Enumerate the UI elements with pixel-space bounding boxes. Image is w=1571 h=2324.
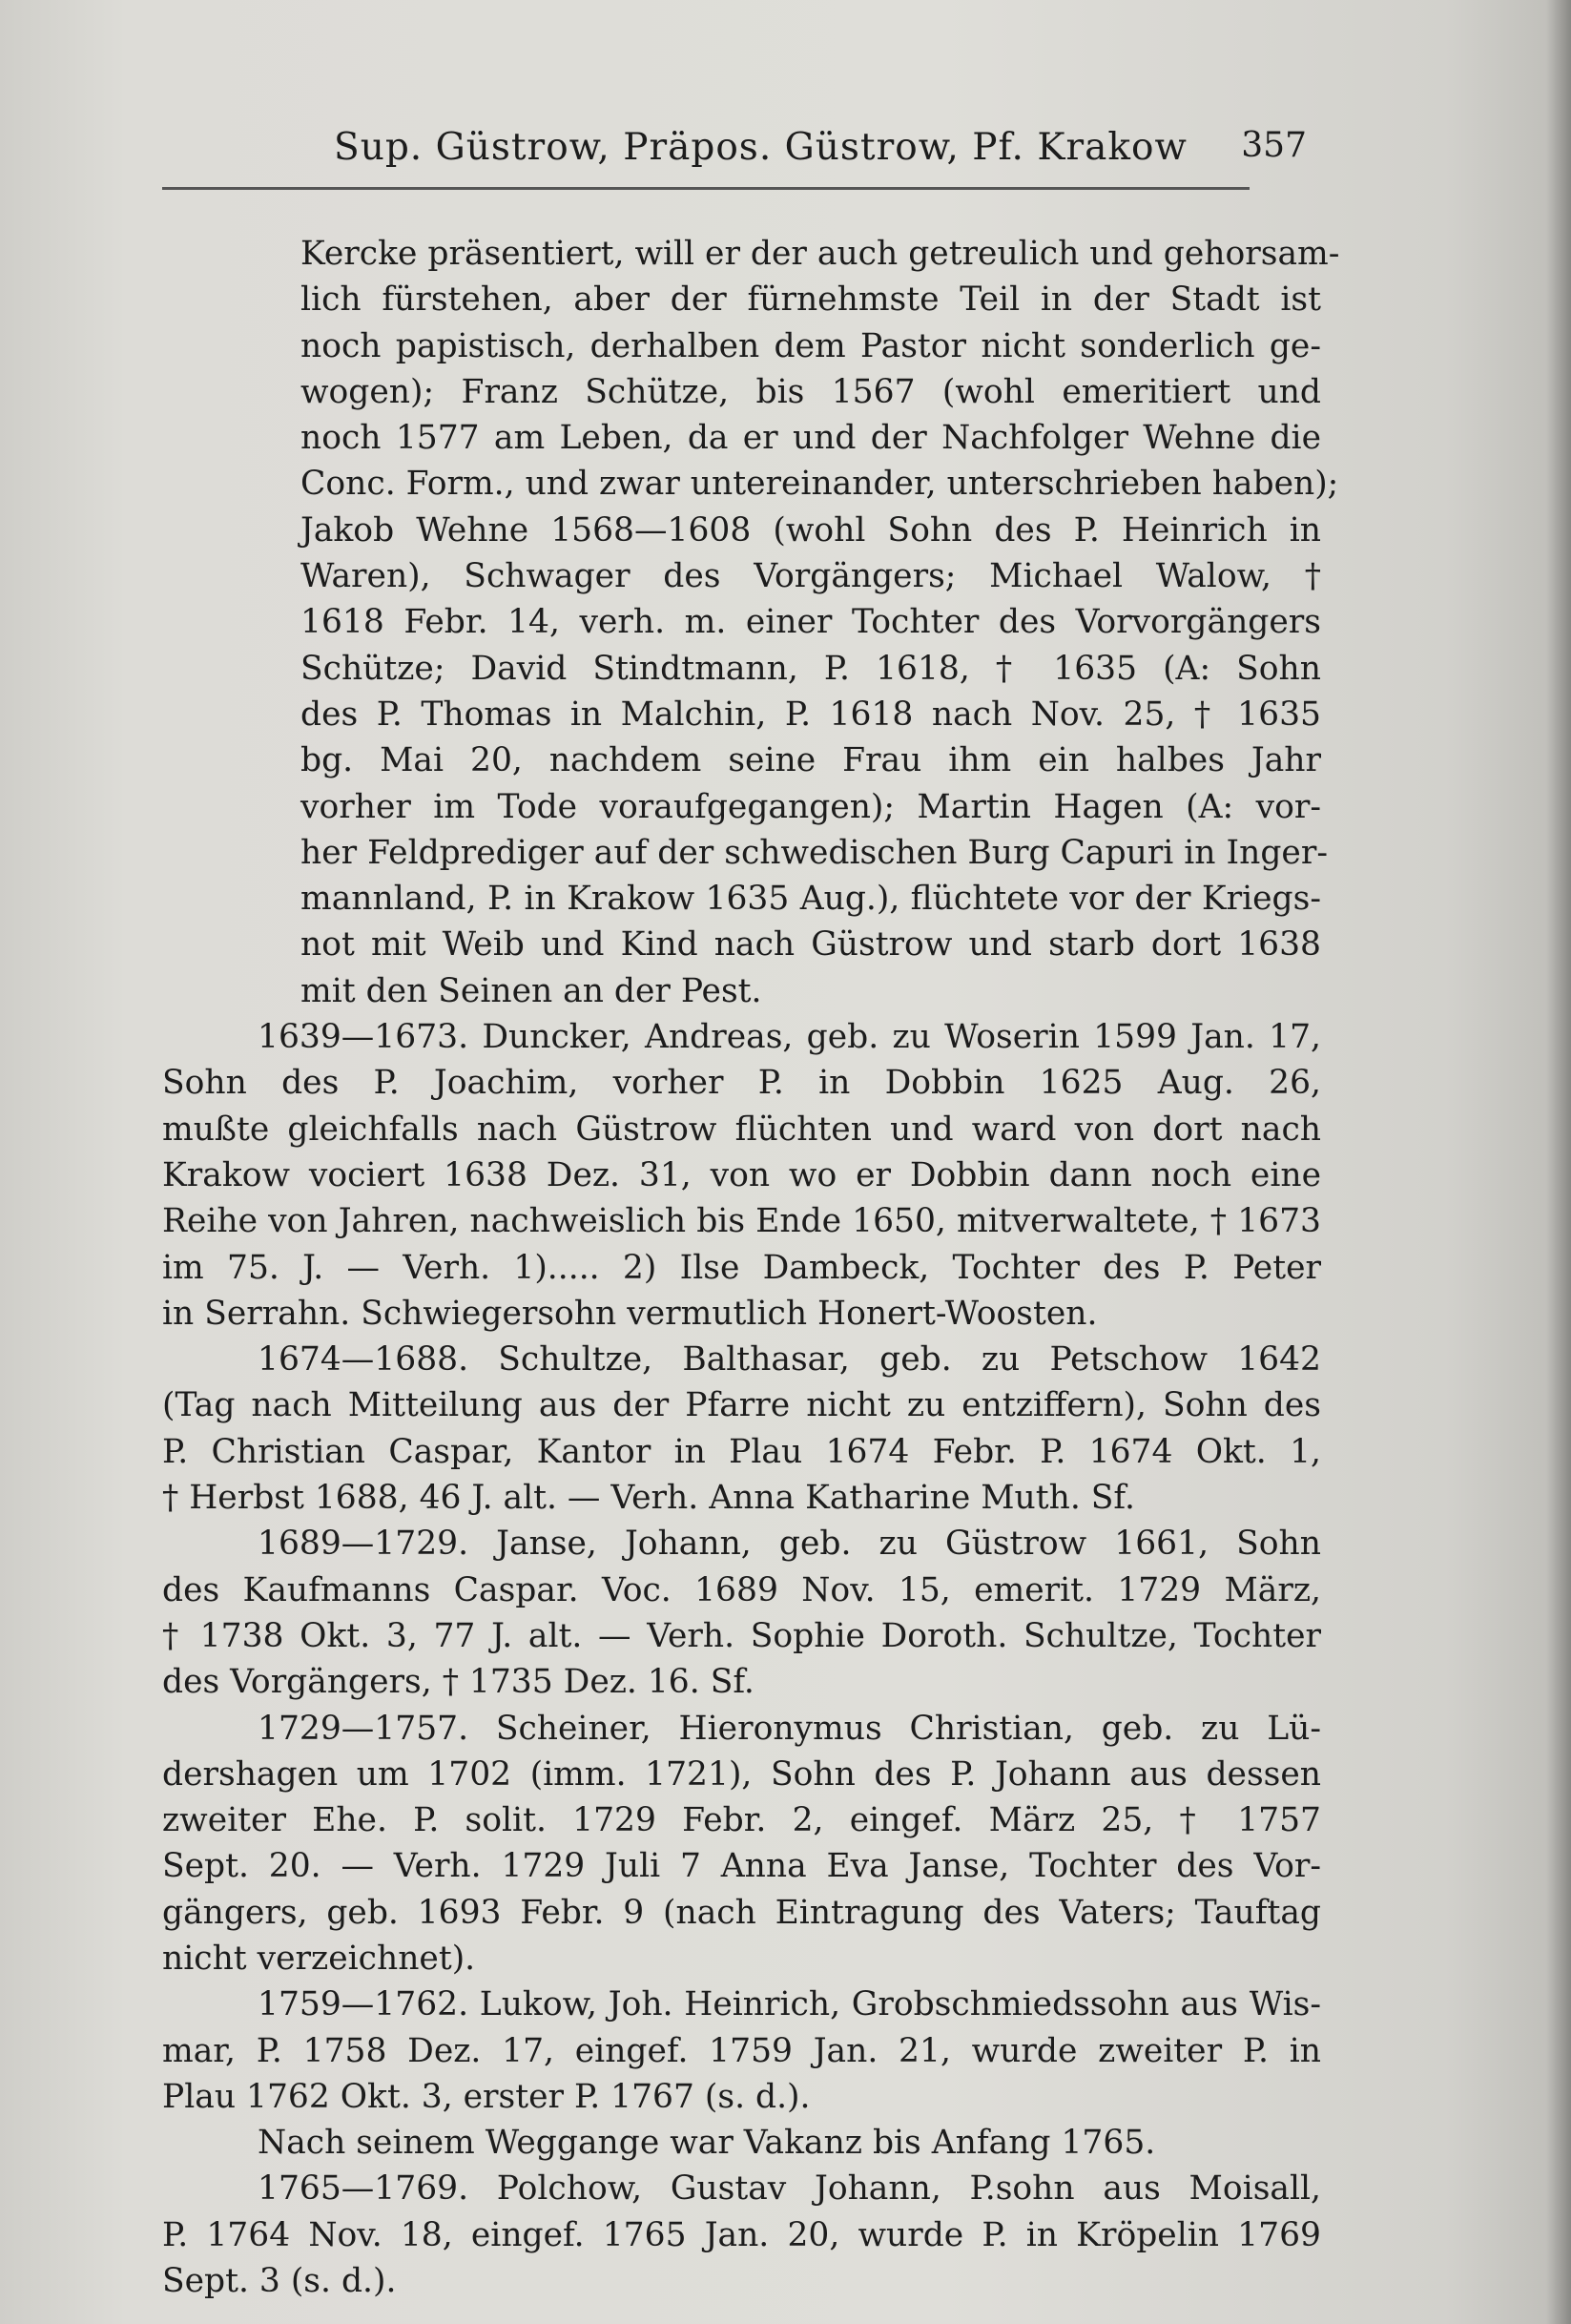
paragraph bbox=[162, 231, 1340, 1014]
text-line: not mit Weib und Kind nach Güstrow und starb dort 1638 bbox=[300, 925, 1321, 965]
text-line: Sept. 3 (s. d.). bbox=[162, 2262, 397, 2301]
text-line: mar, P. 1758 Dez. 17, eingef. 1759 Jan. 21, wurde zweiter P. in bbox=[162, 2031, 1321, 2070]
paragraph bbox=[162, 2166, 1321, 2304]
text-line: Reihe von Jahren, nachweislich bis Ende 1650, mitverwaltete, † 1673 bbox=[162, 1202, 1321, 1241]
text-line: nicht verzeichnet). bbox=[162, 1939, 476, 1978]
text-line: Schütze; David Stindtmann, P. 1618, † 1635 (A: Sohn bbox=[300, 649, 1321, 688]
text-line: 1765—1769. Polchow, Gustav Johann, P.sohn aus Moisall, bbox=[258, 2169, 1321, 2209]
text-line: wogen); Franz Schütze, bis 1567 (wohl emeritiert und bbox=[300, 372, 1321, 411]
paragraph bbox=[162, 1337, 1321, 1521]
text-line: 1639—1673. Duncker, Andreas, geb. zu Woserin 1599 Jan. 17, bbox=[258, 1018, 1321, 1057]
text-line: 1759—1762. Lukow, Joh. Heinrich, Grobschmiedssohn aus Wis- bbox=[258, 1985, 1321, 2024]
text-line: Sohn des P. Joachim, vorher P. in Dobbin 1625 Aug. 26, bbox=[162, 1064, 1321, 1103]
text-line: (Tag nach Mitteilung aus der Pfarre nicht zu entziffern), Sohn des bbox=[162, 1386, 1321, 1425]
paragraph bbox=[162, 1521, 1321, 1705]
text-line: dershagen um 1702 (imm. 1721), Sohn des P. Johann aus dessen bbox=[162, 1754, 1321, 1794]
text-line: Nach seinem Weggange war Vakanz bis Anfang 1765. bbox=[258, 2124, 1156, 2163]
text-line: † 1738 Okt. 3, 77 J. alt. — Verh. Sophie Doroth. Schultze, Tochter bbox=[162, 1616, 1321, 1655]
page-spine-shadow bbox=[1546, 0, 1571, 2324]
text-line: des P. Thomas in Malchin, P. 1618 nach Nov. 25, † 1635 bbox=[300, 695, 1321, 734]
text-line: Kercke präsentiert, will er der auch getreulich und gehorsam- bbox=[300, 235, 1340, 273]
text-line: Sept. 20. — Verh. 1729 Juli 7 Anna Eva Janse, Tochter des Vor- bbox=[162, 1847, 1321, 1886]
text-line: Conc. Form., und zwar untereinander, unterschrieben haben); bbox=[300, 465, 1339, 504]
text-line: mannland, P. in Krakow 1635 Aug.), flüchtete vor der Kriegs- bbox=[300, 880, 1321, 919]
paragraph bbox=[162, 1014, 1321, 1337]
text-line: bg. Mai 20, nachdem seine Frau ihm ein halbes Jahr bbox=[300, 741, 1321, 780]
page-number: 357 bbox=[1241, 126, 1307, 165]
paragraph bbox=[162, 2120, 1321, 2166]
text-line: 1729—1757. Scheiner, Hieronymus Christian, geb. zu Lü- bbox=[258, 1709, 1321, 1748]
text-line: Waren), Schwager des Vorgängers; Michael Walow, † bbox=[300, 557, 1321, 596]
text-line: Plau 1762 Okt. 3, erster P. 1767 (s. d.). bbox=[162, 2077, 811, 2116]
text-line: † Herbst 1688, 46 J. alt. — Verh. Anna Katharine Muth. Sf. bbox=[162, 1479, 1135, 1518]
text-line: Jakob Wehne 1568—1608 (wohl Sohn des P. Heinrich in bbox=[300, 510, 1321, 550]
text-line: gängers, geb. 1693 Febr. 9 (nach Eintragung des Vaters; Tauftag bbox=[162, 1893, 1321, 1932]
text-line: im 75. J. — Verh. 1)..... 2) Ilse Dambeck, Tochter des P. Peter bbox=[162, 1248, 1321, 1287]
text-line: P. Christian Caspar, Kantor in Plau 1674 Febr. P. 1674 Okt. 1, bbox=[162, 1432, 1321, 1471]
paragraph bbox=[162, 1982, 1321, 2120]
text-line: des Vorgängers, † 1735 Dez. 16. Sf. bbox=[162, 1663, 754, 1702]
text-line: Krakow vociert 1638 Dez. 31, von wo er Dobbin dann noch eine bbox=[162, 1155, 1321, 1194]
text-line: 1618 Febr. 14, verh. m. einer Tochter des Vorvorgängers bbox=[300, 603, 1321, 642]
text-line: in Serrahn. Schwiegersohn vermutlich Honert-Woosten. bbox=[162, 1294, 1098, 1333]
text-line: noch 1577 am Leben, da er und der Nachfolger Wehne die bbox=[300, 419, 1321, 458]
text-line: zweiter Ehe. P. solit. 1729 Febr. 2, eingef. März 25, † 1757 bbox=[162, 1801, 1321, 1840]
header-rule bbox=[162, 187, 1250, 190]
text-line: mußte gleichfalls nach Güstrow flüchten und ward von dort nach bbox=[162, 1110, 1321, 1149]
text-line: 1674—1688. Schultze, Balthasar, geb. zu Petschow 1642 bbox=[258, 1340, 1321, 1380]
running-head: Sup. Güstrow, Präpos. Güstrow, Pf. Krakow bbox=[334, 126, 1188, 169]
text-line: des Kaufmanns Caspar. Voc. 1689 Nov. 15, emerit. 1729 März, bbox=[162, 1570, 1321, 1609]
page-header bbox=[334, 126, 1307, 183]
text-line: noch papistisch, derhalben dem Pastor nicht sonderlich ge- bbox=[300, 326, 1321, 365]
text-line: vorher im Tode voraufgegangen); Martin Hagen (A: vor- bbox=[300, 787, 1321, 826]
text-line: lich fürstehen, aber der fürnehmste Teil in der Stadt ist bbox=[300, 280, 1321, 320]
body-text bbox=[162, 231, 1340, 2304]
text-line: mit den Seinen an der Pest. bbox=[300, 971, 762, 1010]
text-line: 1689—1729. Janse, Johann, geb. zu Güstrow 1661, Sohn bbox=[258, 1525, 1321, 1564]
text-line: her Feldprediger auf der schwedischen Burg Capuri in Inger- bbox=[300, 833, 1328, 872]
text-line: P. 1764 Nov. 18, eingef. 1765 Jan. 20, wurde P. in Kröpelin 1769 bbox=[162, 2215, 1321, 2254]
paragraph bbox=[162, 1706, 1321, 1982]
